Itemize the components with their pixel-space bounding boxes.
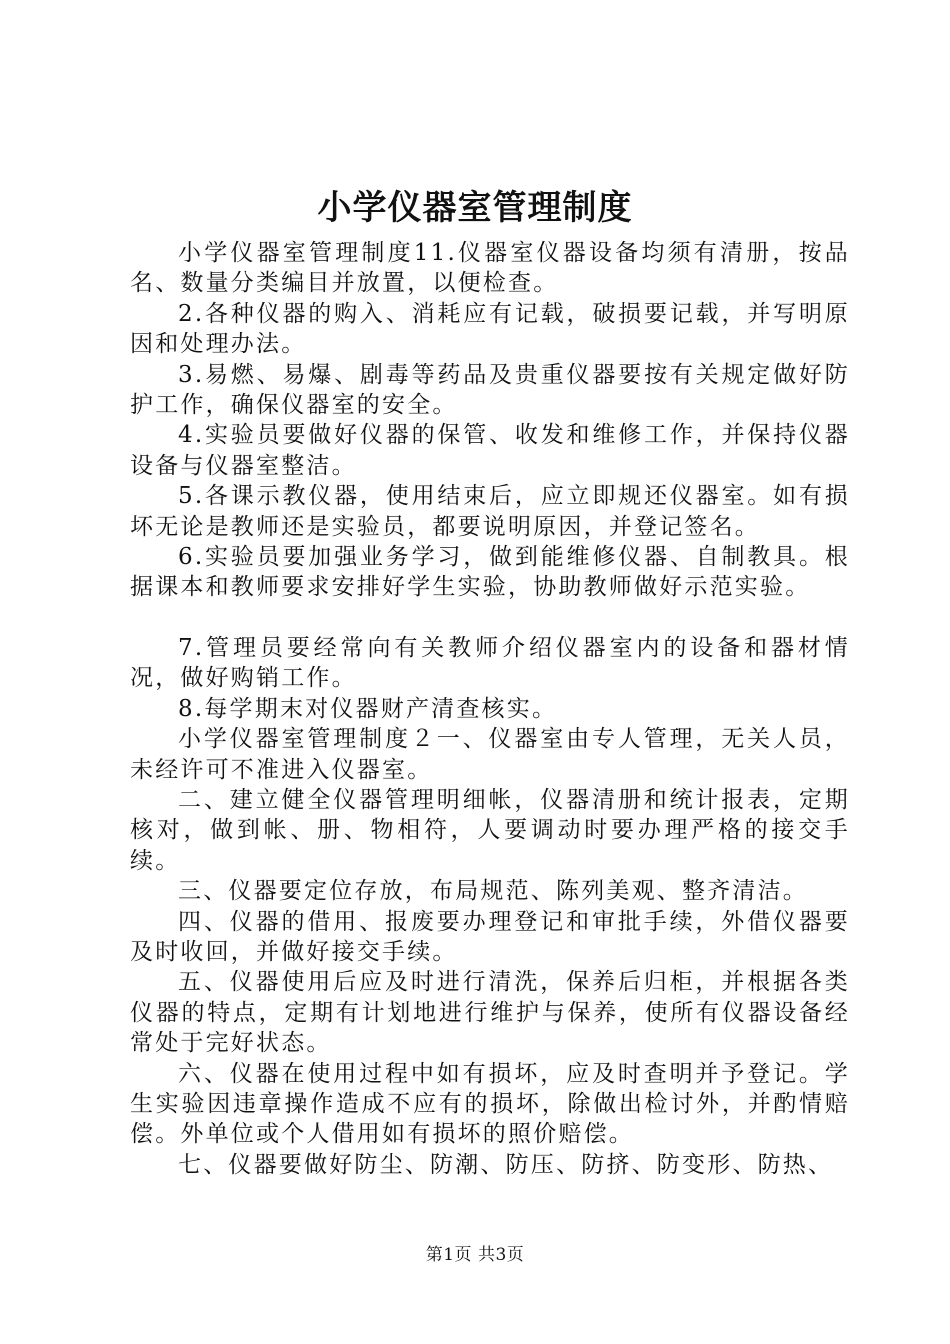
- page-number-footer: 第1页 共3页: [425, 1245, 525, 1265]
- paragraph-10: 二、建立健全仪器管理明细帐，仪器清册和统计报表，定期核对，做到帐、册、物相符，人要调动时要办理严格的接交手续。: [130, 786, 850, 874]
- paragraph-8: 8.每学期末对仪器财产清查核实。: [178, 695, 558, 722]
- paragraph-12: 四、仪器的借用、报废要办理登记和审批手续，外借仪器要及时收回，并做好接交手续。: [130, 908, 850, 965]
- paragraph-15: 七、仪器要做好防尘、防潮、防压、防挤、防变形、防热、: [178, 1151, 834, 1178]
- paragraph-3: 3.易燃、易爆、剧毒等药品及贵重仪器要按有关规定做好防护工作，确保仪器室的安全。: [130, 361, 850, 419]
- paragraph-2: 2.各种仪器的购入、消耗应有记载，破损要记载，并写明原因和处理办法。: [130, 300, 850, 358]
- paragraph-13: 五、仪器使用后应及时进行清洗，保养后归柜，并根据各类仪器的特点，定期有计划地进行维护与保养，使所有仪器设备经常处于完好状态。: [130, 969, 850, 1057]
- paragraph-14: 六、仪器在使用过程中如有损坏，应及时查明并予登记。学生实验因违章操作造成不应有的损坏，除做出检讨外，并酌情赔偿。外单位或个人借用如有损坏的照价赔偿。: [130, 1060, 850, 1148]
- document-body: [130, 238, 850, 1180]
- paragraph-4: 4.实验员要做好仪器的保管、收发和维修工作，并保持仪器设备与仪器室整洁。: [130, 422, 850, 479]
- paragraph-6: 6.实验员要加强业务学习，做到能维修仪器、自制教具。根据课本和教师要求安排好学生实验，协助教师做好示范实验。: [130, 544, 850, 601]
- paragraph-1: 小学仪器室管理制度11.仪器室仪器设备均须有清册，按品名、数量分类编目并放置，以便检查。: [130, 240, 850, 297]
- paragraph-9: 小学仪器室管理制度２一、仪器室由专人管理，无关人员，未经许可不准进入仪器室。: [130, 726, 850, 783]
- document-title: 小学仪器室管理制度: [317, 188, 633, 228]
- paragraph-11: 三、仪器要定位存放，布局规范、陈列美观、整齐清洁。: [178, 878, 808, 905]
- paragraph-7: 7.管理员要经常向有关教师介绍仪器室内的设备和器材情况，做好购销工作。: [130, 634, 850, 692]
- paragraph-5: 5.各课示教仪器，使用结束后，应立即规还仪器室。如有损坏无论是教师还是实验员，都要说明原因，并登记签名。: [130, 483, 850, 540]
